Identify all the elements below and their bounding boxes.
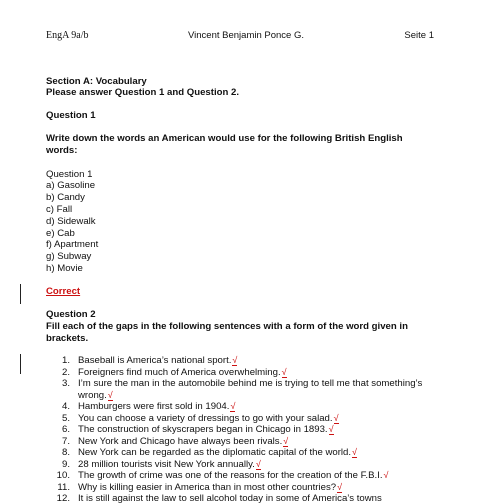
list-item: 5. You can choose a variety of dressings to go with your salad.√ (61, 412, 339, 424)
margin-marker (20, 354, 21, 374)
list-item: 8. New York can be regarded as the diplomatic capital of the world.√ (61, 447, 357, 458)
check-mark-icon: √ (333, 412, 339, 423)
answers-heading: Question 1 (46, 169, 93, 180)
list-item: 11. Why is killing easier in America than in most other countries?√ (57, 481, 343, 493)
check-mark-icon: √ (328, 424, 334, 434)
check-mark-icon: √ (337, 481, 343, 492)
question2-heading: Question 2 (46, 309, 96, 320)
margin-marker (20, 284, 21, 304)
answer-item: e) Cab (46, 228, 75, 239)
answer-item: b) Candy (46, 192, 85, 203)
check-mark-icon: √ (232, 355, 238, 365)
answer-item: d) Sidewalk (46, 216, 96, 227)
list-item: wrong.√ (78, 389, 113, 401)
answer-item: c) Fall (46, 204, 73, 215)
list-item: 2. Foreigners find much of America overwhelming.√ (61, 366, 287, 378)
check-mark-icon: √ (283, 435, 289, 446)
page-number: Seite 1 (404, 30, 434, 41)
check-mark-icon: √ (255, 458, 261, 469)
answer-item: h) Movie (46, 263, 83, 274)
check-mark-icon: √ (107, 389, 113, 400)
check-mark-icon: √ (281, 366, 287, 377)
answer-item: f) Apartment (46, 239, 99, 250)
answer-item: g) Subway (46, 251, 92, 262)
question1-heading: Question 1 (46, 110, 96, 121)
question2-prompt-line1: Fill each of the gaps in the following sentences with a form of the word given in (46, 321, 408, 332)
list-item: 10. The growth of crime was one of the reasons for the creation of the F.B.I.√ (56, 470, 389, 481)
check-mark-icon: √ (383, 470, 389, 480)
check-mark-icon: √ (352, 447, 357, 457)
student-name: Vincent Benjamin Ponce G. (188, 30, 305, 41)
check-mark-icon: √ (230, 401, 236, 411)
list-item: 3. I’m sure the man in the automobile behind me is trying to tell me that something’s (61, 378, 423, 389)
list-item: 9. 28 million tourists visit New York annually.√ (61, 458, 261, 470)
list-item: 6. The construction of skyscrapers began in Chicago in 1893.√ (61, 424, 334, 435)
section-title: Section A: Vocabulary (46, 76, 147, 87)
page-header (46, 30, 434, 44)
question2-prompt-line2: brackets. (46, 333, 89, 344)
course-label: EngA 9a/b (46, 30, 89, 41)
answer-item: a) Gasoline (46, 180, 96, 191)
list-item-cut-off: 12. It is still against the law to sell alcohol today in some of America’s towns (56, 493, 382, 504)
section-instruction: Please answer Question 1 and Question 2. (46, 87, 240, 98)
question1-prompt-line2: words: (46, 145, 78, 156)
list-item: 4. Hamburgers were first sold in 1904.√ (61, 401, 236, 412)
question1-prompt-line1: Write down the words an American would use for the following British English (46, 133, 403, 144)
correct-mark: Correct (46, 286, 81, 297)
list-item: 7. New York and Chicago have always been rivals.√ (61, 435, 289, 447)
sentence-list (46, 355, 446, 504)
list-item: 1. Baseball is America’s national sport.√ (61, 355, 238, 366)
